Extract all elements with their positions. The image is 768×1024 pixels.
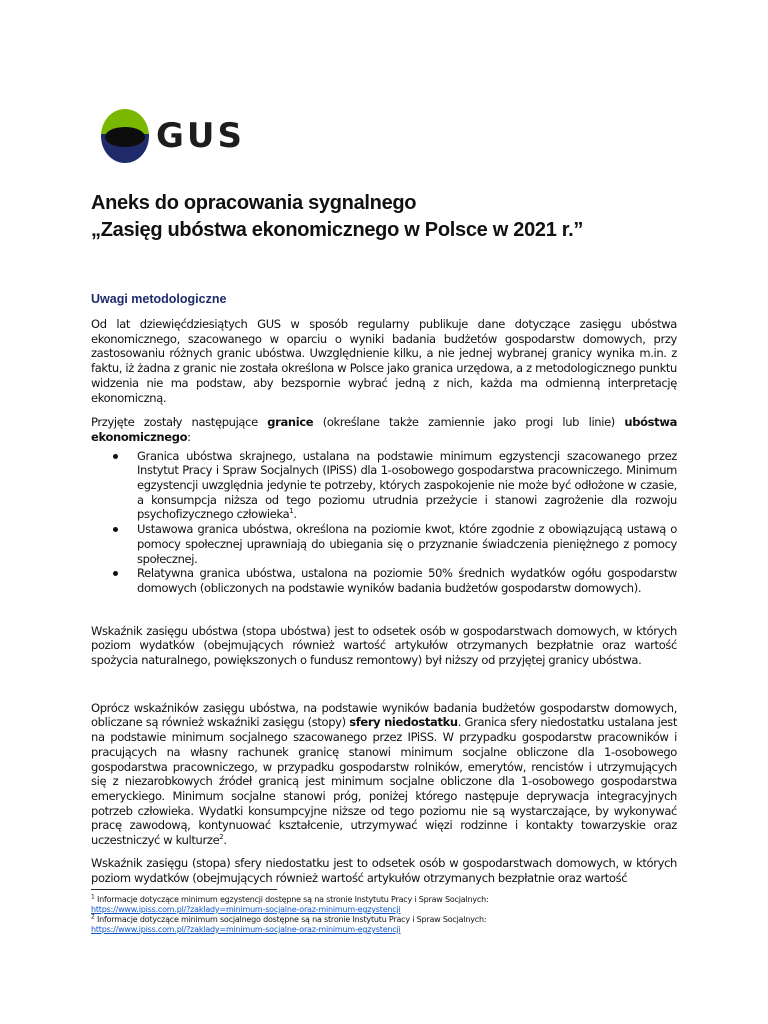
text-span: Przyjęte zostały następujące: [91, 415, 268, 430]
list-item: [137, 449, 677, 523]
bold-granice: granice: [267, 415, 314, 430]
document-title: [91, 190, 691, 244]
text-span: .: [293, 507, 297, 522]
list-item: [137, 522, 677, 566]
text-span: .: [223, 833, 227, 848]
bold-ubostwa: ubóstwa ekonomicznego: [91, 415, 678, 444]
section-heading: Uwagi metodologiczne: [91, 292, 227, 306]
text-span: Oprócz wskaźników zasięgu ubóstwa, na podstawie wyników badania budżetów gospodarstw domowych, obliczane są również wskaźniki zasięgu (stopy): [91, 700, 677, 730]
title-line-2: „Zasięg ubóstwa ekonomicznego w Polsce w 2021 r.”: [91, 219, 584, 241]
footnote-ref-1[interactable]: 1: [289, 507, 294, 516]
footnote: [91, 895, 651, 915]
paragraph-deprivation: [91, 701, 677, 848]
list-item-text: Granica ubóstwa skrajnego, ustalana na podstawie minimum egzystencji szacowanego przez Instytut Pracy i Spraw Socjalnych (IPiSS) dla 1-osobowego gospodarstwa pracowniczego. Minimum egzystencji uwzględnia jedynie te potrzeby, których zaspokojenie nie może być odłożone w czasie, a konsumpcja niższa od tego poziomu utrudnia przeżycie i stanowi zagrożenie dla rozwoju psychofizycznego człowieka: [137, 448, 677, 522]
title-line-1: Aneks do opracowania sygnalnego: [91, 192, 417, 214]
footnote-link[interactable]: https://www.ipiss.com.pl/?zaklady=minimum-socjalne-oraz-minimum-egzystencji: [91, 905, 401, 914]
logo-text: GUS: [156, 116, 246, 156]
footnote-ref-2[interactable]: 2: [219, 833, 224, 842]
gus-logo-icon: [100, 106, 150, 166]
bold-sfery-niedostatku: sfery niedostatku: [349, 715, 458, 730]
gus-logo: [100, 106, 245, 166]
footnote-link[interactable]: https://www.ipiss.com.pl/?zaklady=minimum-socjalne-oraz-minimum-egzystencji: [91, 925, 401, 934]
footnote: [91, 915, 651, 935]
footnotes: [91, 895, 651, 935]
paragraph-boundaries: [91, 415, 677, 444]
list-item: [137, 566, 677, 595]
text-span: :: [187, 429, 191, 444]
footnote-number: 1: [91, 893, 95, 901]
list-item-text: Relatywna granica ubóstwa, ustalona na poziomie 50% średnich wydatków ogółu gospodarstw domowych (obliczonych na podstawie wyników badania budżetów gospodarstw domowych).: [137, 566, 677, 595]
paragraph-deprivation-rate: Wskaźnik zasięgu (stopa) sfery niedostatku jest to odsetek osób w gospodarstwach domowych, w których poziom wydatków (obejmujących również wartość artykułów otrzymanych bezpłatnie oraz wartość: [91, 855, 677, 885]
footnote-divider: [91, 889, 277, 890]
footnote-text: Informacje dotyczące minimum socjalnego dostępne są na stronie Instytutu Pracy i Spraw Socjalnych:: [96, 915, 487, 924]
document-body: [91, 317, 677, 885]
text-span: . Granica sfery niedostatku ustalana jest na podstawie minimum socjalnego szacowanego przez IPiSS. W przypadku gospodarstw pracowników i pracujących na własny rachunek granicę stanowi minimum socjalne obliczone dla 1-osobowego gospodarstwa pracowniczego, w przypadku gospodarstw rolników, emerytów, rencistów i utrzymujących się z niezarobkowych źródeł granicą jest minimum socjalne obliczone dla 1-osobowego gospodarstwa emeryckiego. Minimum socjalne stanowi próg, poniżej którego następuje deprywacja integracyjnych potrzeb człowieka. Wydatki konsumpcyjne niższe od tego poziomu nie są wystarczające, by wykonywać pracę zawodową, kontynuować kształcenie, utrzymywać więzi rodzinne i kontakty towarzyskie oraz uczestniczyć w kulturze: [91, 715, 677, 848]
paragraph-intro: Od lat dziewięćdziesiątych GUS w sposób regularny publikuje dane dotyczące zasięgu ubóstwa ekonomicznego, szacowanego w oparciu o wyniki badania budżetów gospodarstw domowych, przy zastosowaniu różnych granic ubóstwa. Uwzględnienie kilku, a nie jednej wybranej granicy wynika m.in. z faktu, iż żadna z granic nie została określona w Polsce jako granica urzędowa, a z metodologicznego punktu widzenia nie ma podstaw, aby bezspornie wybrać jedną z nich, każda ma odmienną interpretację ekonomiczną.: [91, 317, 677, 405]
text-span: (określane także zamiennie jako progi lub linie): [313, 415, 625, 430]
footnote-text: Informacje dotyczące minimum egzystencji dostępne są na stronie Instytutu Pracy i Spraw Socjalnych:: [96, 895, 489, 904]
boundaries-list: [91, 449, 677, 596]
list-item-text: Ustawowa granica ubóstwa, określona na poziomie kwot, które zgodnie z obowiązującą ustawą o pomocy społecznej uprawniają do ubiegania się o przyznanie świadczenia pieniężnego z pomocy społecznej.: [137, 522, 677, 566]
footnote-number: 2: [91, 913, 95, 921]
paragraph-poverty-rate: Wskaźnik zasięgu ubóstwa (stopa ubóstwa) jest to odsetek osób w gospodarstwach domowych, w których poziom wydatków (obejmujących również wartość artykułów otrzymanych bezpłatnie oraz wartość spożycia naturalnego, powiększonych o fundusz remontowy) był niższy od przyjętej granicy ubóstwa.: [91, 623, 677, 668]
